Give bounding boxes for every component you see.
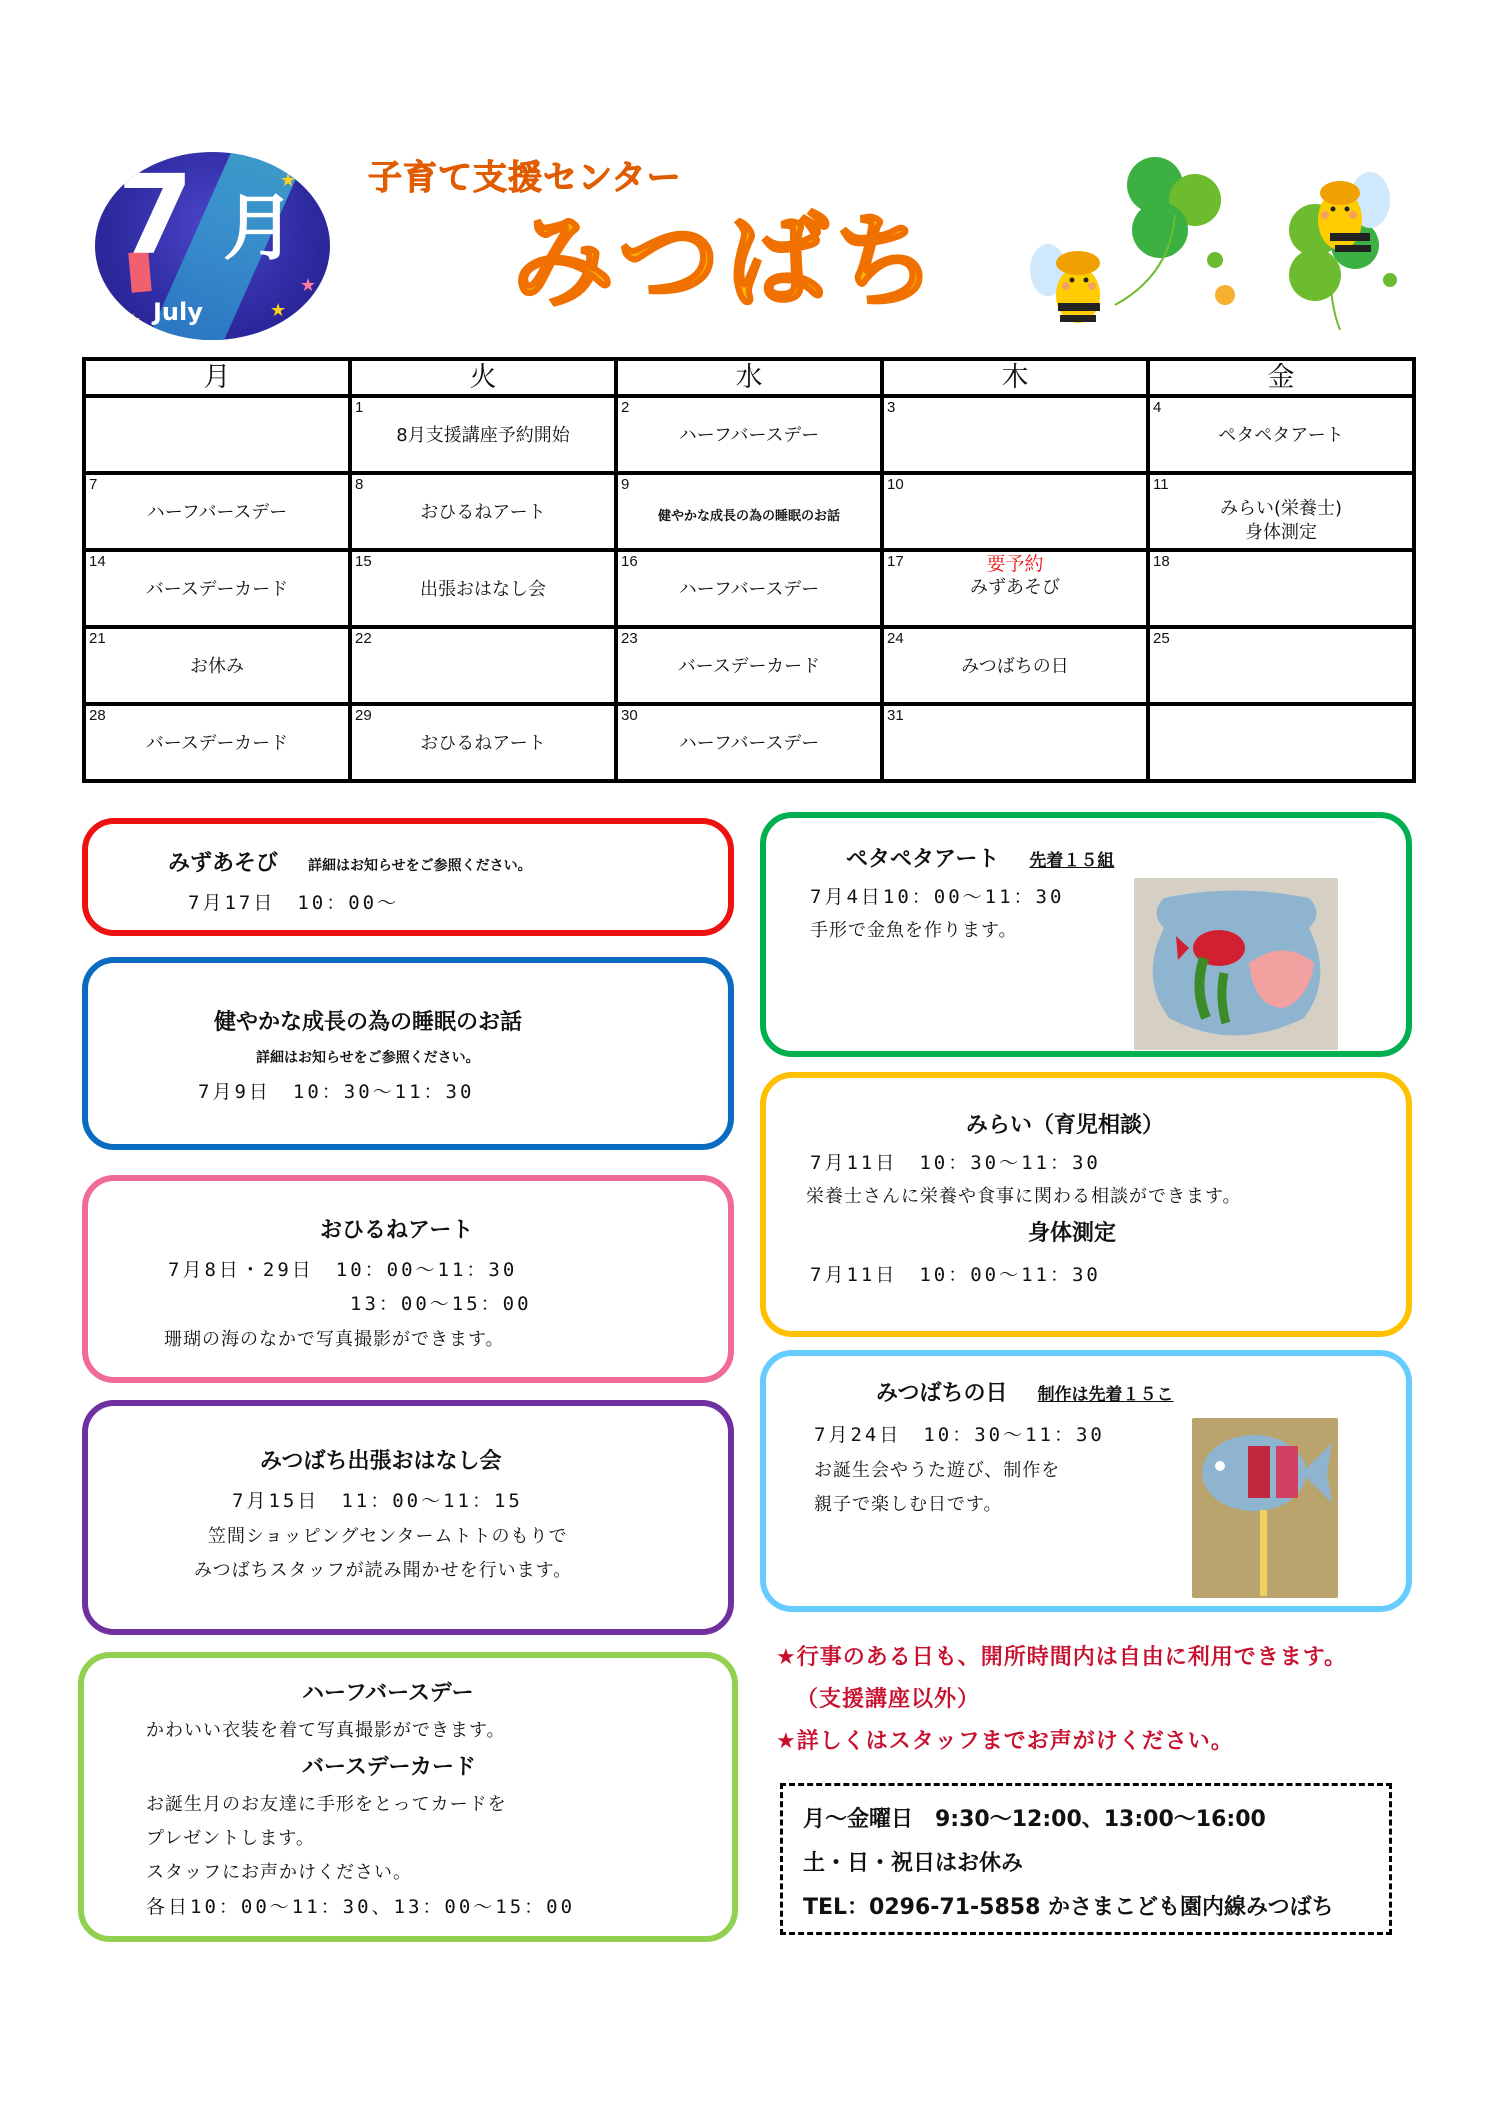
day-number: 14 bbox=[89, 553, 106, 570]
star-icon: ★ bbox=[270, 300, 287, 321]
day-number: 29 bbox=[355, 707, 372, 724]
day-number: 22 bbox=[355, 630, 372, 647]
calendar-day-cell bbox=[882, 550, 1148, 627]
event-title-row bbox=[168, 846, 532, 877]
calendar-event: おひるねアート bbox=[420, 502, 546, 523]
calendar-week-row bbox=[84, 550, 1414, 627]
event-description: 栄養士さんに栄養や食事に関わる相談ができます。 bbox=[806, 1186, 1242, 1207]
month-kanji: 月 bbox=[223, 186, 296, 270]
day-number: 8 bbox=[355, 476, 364, 493]
event-description: 親子で楽しむ日です。 bbox=[814, 1494, 1003, 1515]
calendar-day-cell bbox=[882, 473, 1148, 550]
day-number: 7 bbox=[89, 476, 98, 493]
opening-hours: 月～金曜日 9:30～12:00、13:00～16:00 bbox=[803, 1807, 1266, 1832]
bee-icon bbox=[1318, 172, 1390, 252]
calendar-day-cell bbox=[1148, 704, 1414, 781]
star-icon: ★ bbox=[280, 170, 297, 191]
event-time: 7月11日 10：30～11：30 bbox=[810, 1152, 1101, 1174]
calendar-event: 出張おはなし会 bbox=[420, 579, 546, 600]
calendar-event: ハーフバースデー bbox=[678, 425, 820, 446]
calendar-event: 健やかな成長の為の睡眠のお話 bbox=[657, 509, 840, 524]
event-title: 身体測定 bbox=[1028, 1221, 1117, 1246]
weekday-header: 木 bbox=[882, 359, 1148, 396]
event-box-petapeta-art bbox=[760, 812, 1412, 1057]
event-description: お誕生月のお友達に手形をとってカードを bbox=[146, 1794, 507, 1815]
calendar-day-cell bbox=[616, 473, 882, 550]
fish-fan-craft-photo bbox=[1192, 1418, 1338, 1598]
calendar-event: お休み bbox=[190, 656, 244, 677]
event-time-afternoon: 13：00～15：00 bbox=[350, 1293, 532, 1315]
calendar-event: みらい(栄養士) bbox=[1219, 498, 1343, 519]
calendar-day-cell bbox=[616, 550, 882, 627]
event-note: 詳細はお知らせをご参照ください。 bbox=[256, 1050, 480, 1066]
clover-icon bbox=[1115, 157, 1221, 305]
event-time: 各日10：00～11：30、13：00～15：00 bbox=[146, 1896, 576, 1918]
day-number: 23 bbox=[621, 630, 638, 647]
event-box-sleep-talk bbox=[82, 957, 734, 1150]
event-description: かわいい衣装を着て写真撮影ができます。 bbox=[146, 1720, 506, 1741]
star-icon: ★ bbox=[300, 275, 317, 296]
event-title: ハーフバースデー bbox=[302, 1681, 474, 1706]
day-number: 3 bbox=[887, 399, 896, 416]
day-number: 25 bbox=[1153, 630, 1170, 647]
day-number: 2 bbox=[621, 399, 630, 416]
calendar-day-cell bbox=[882, 627, 1148, 704]
day-number: 4 bbox=[1153, 399, 1162, 416]
note-ask-staff: ★詳しくはスタッフまでお声がけください。 bbox=[776, 1729, 1234, 1754]
closed-days: 土・日・祝日はお休み bbox=[803, 1851, 1024, 1876]
day-number: 9 bbox=[621, 476, 630, 493]
calendar-day-cell bbox=[350, 473, 616, 550]
month-english: July bbox=[153, 298, 203, 326]
event-box-birthday bbox=[78, 1652, 738, 1942]
calendar-day-cell bbox=[84, 704, 350, 781]
calendar-day-cell bbox=[84, 396, 350, 473]
weekday-header: 金 bbox=[1148, 359, 1414, 396]
day-number: 11 bbox=[1153, 476, 1169, 493]
event-title: おひるねアート bbox=[320, 1218, 474, 1243]
event-time: 7月4日10：00～11：30 bbox=[810, 886, 1065, 908]
event-description: 珊瑚の海のなかで写真撮影ができます。 bbox=[164, 1329, 505, 1350]
calendar-day-cell bbox=[882, 704, 1148, 781]
calendar-day-cell bbox=[84, 473, 350, 550]
calendar-day-cell bbox=[84, 627, 350, 704]
event-box-ohanashi bbox=[82, 1400, 734, 1635]
event-title-row bbox=[876, 1376, 1174, 1407]
calendar-day-cell bbox=[350, 396, 616, 473]
reservation-required-note: 要予約 bbox=[986, 553, 1044, 575]
calendar-event: おひるねアート bbox=[420, 733, 546, 754]
event-time: 7月8日・29日 10：00～11：30 bbox=[168, 1259, 518, 1281]
calendar-day-cell bbox=[616, 627, 882, 704]
calendar-day-cell bbox=[1148, 396, 1414, 473]
day-number: 28 bbox=[89, 707, 106, 724]
event-box-mirai bbox=[760, 1072, 1412, 1337]
calendar-day-cell bbox=[84, 550, 350, 627]
event-box-ohirune-art bbox=[82, 1175, 734, 1383]
event-limit: 制作は先着１５こ bbox=[1037, 1385, 1174, 1405]
center-subtitle: 子育て支援センター bbox=[368, 158, 682, 198]
center-logo-title: みつばち bbox=[512, 203, 942, 322]
bee-icon bbox=[1030, 244, 1100, 323]
day-number: 15 bbox=[355, 553, 372, 570]
calendar-event: ハーフバースデー bbox=[678, 733, 820, 754]
event-title: バースデーカード bbox=[302, 1755, 477, 1780]
event-description: スタッフにお声かけください。 bbox=[146, 1862, 412, 1883]
weekday-header-row bbox=[84, 359, 1414, 396]
calendar-day-cell bbox=[1148, 550, 1414, 627]
day-number: 10 bbox=[887, 476, 904, 493]
event-time: 7月15日 11：00～11：15 bbox=[232, 1490, 523, 1512]
event-description: プレゼントします。 bbox=[146, 1828, 315, 1849]
calendar-event: みずあそび bbox=[970, 577, 1060, 598]
note-exception: （支援講座以外） bbox=[796, 1687, 981, 1712]
event-time: 7月17日 10：00～ bbox=[188, 892, 400, 914]
event-title: ペタペタアート bbox=[846, 847, 1000, 872]
event-title: みつばち出張おはなし会 bbox=[260, 1449, 502, 1474]
calendar-event: ペタペタアート bbox=[1218, 425, 1344, 446]
day-number: 21 bbox=[89, 630, 106, 647]
calendar-event: バースデーカード bbox=[145, 733, 289, 754]
month-number: 7 bbox=[117, 152, 194, 279]
calendar-day-cell bbox=[616, 704, 882, 781]
calendar-event: ハーフバースデー bbox=[146, 502, 288, 523]
event-note: 詳細はお知らせをご参照ください。 bbox=[308, 858, 532, 874]
calendar-day-cell bbox=[350, 627, 616, 704]
july-calendar bbox=[82, 357, 1416, 783]
weekday-header: 月 bbox=[84, 359, 350, 396]
calendar-week-row bbox=[84, 473, 1414, 550]
event-description: みつばちスタッフが読み聞かせを行います。 bbox=[194, 1560, 573, 1581]
calendar-event: バースデーカード bbox=[677, 656, 821, 677]
bees-and-clover-illustration bbox=[1030, 145, 1410, 330]
weekday-header: 水 bbox=[616, 359, 882, 396]
calendar-day-cell bbox=[350, 550, 616, 627]
day-number: 17 bbox=[887, 553, 904, 570]
event-time: 7月24日 10：30～11：30 bbox=[814, 1424, 1105, 1446]
goldfish-handprint-photo bbox=[1134, 878, 1338, 1050]
day-number: 18 bbox=[1153, 553, 1170, 570]
calendar-event: ハーフバースデー bbox=[678, 579, 820, 600]
calendar-week-row bbox=[84, 704, 1414, 781]
calendar-week-row bbox=[84, 396, 1414, 473]
event-title: みらい（育児相談） bbox=[966, 1113, 1165, 1138]
note-free-use: ★行事のある日も、開所時間内は自由に利用できます。 bbox=[776, 1645, 1347, 1670]
calendar-day-cell bbox=[616, 396, 882, 473]
calendar-day-cell bbox=[882, 396, 1148, 473]
day-number: 30 bbox=[621, 707, 638, 724]
weekday-header: 火 bbox=[350, 359, 616, 396]
hours-contact-box bbox=[780, 1783, 1392, 1935]
event-box-mizuasobi bbox=[82, 818, 734, 936]
event-time: 7月11日 10：00～11：30 bbox=[810, 1264, 1101, 1286]
star-icon: ★ bbox=[125, 310, 142, 331]
day-number: 1 bbox=[355, 399, 364, 416]
month-badge-illustration bbox=[95, 152, 330, 340]
day-number: 31 bbox=[887, 707, 904, 724]
calendar-event: 身体測定 bbox=[1245, 522, 1317, 543]
calendar-day-cell bbox=[1148, 473, 1414, 550]
day-number: 16 bbox=[621, 553, 638, 570]
calendar-day-cell bbox=[1148, 627, 1414, 704]
event-title: みつばちの日 bbox=[876, 1381, 1008, 1406]
event-box-mitsubachi-day bbox=[760, 1350, 1412, 1612]
event-description: 手形で金魚を作ります。 bbox=[810, 920, 1018, 941]
event-time: 7月9日 10：30～11：30 bbox=[198, 1081, 475, 1103]
event-description: お誕生会やうた遊び、制作を bbox=[814, 1460, 1061, 1481]
event-title-row bbox=[846, 842, 1114, 873]
event-limit: 先着１５組 bbox=[1029, 851, 1115, 871]
day-number: 24 bbox=[887, 630, 904, 647]
event-title: 健やかな成長の為の睡眠のお話 bbox=[214, 1010, 523, 1035]
event-title: みずあそび bbox=[168, 851, 279, 876]
calendar-event: バースデーカード bbox=[145, 579, 289, 600]
event-description: 笠間ショッピングセンタームトトのもりで bbox=[208, 1526, 568, 1547]
contact-phone: TEL：0296-71-5858 かさまこども園内線みつばち bbox=[803, 1895, 1334, 1920]
calendar-day-cell bbox=[350, 704, 616, 781]
calendar-event: みつばちの日 bbox=[961, 656, 1069, 677]
calendar-event: 8月支援講座予約開始 bbox=[396, 425, 570, 446]
calendar-week-row bbox=[84, 627, 1414, 704]
